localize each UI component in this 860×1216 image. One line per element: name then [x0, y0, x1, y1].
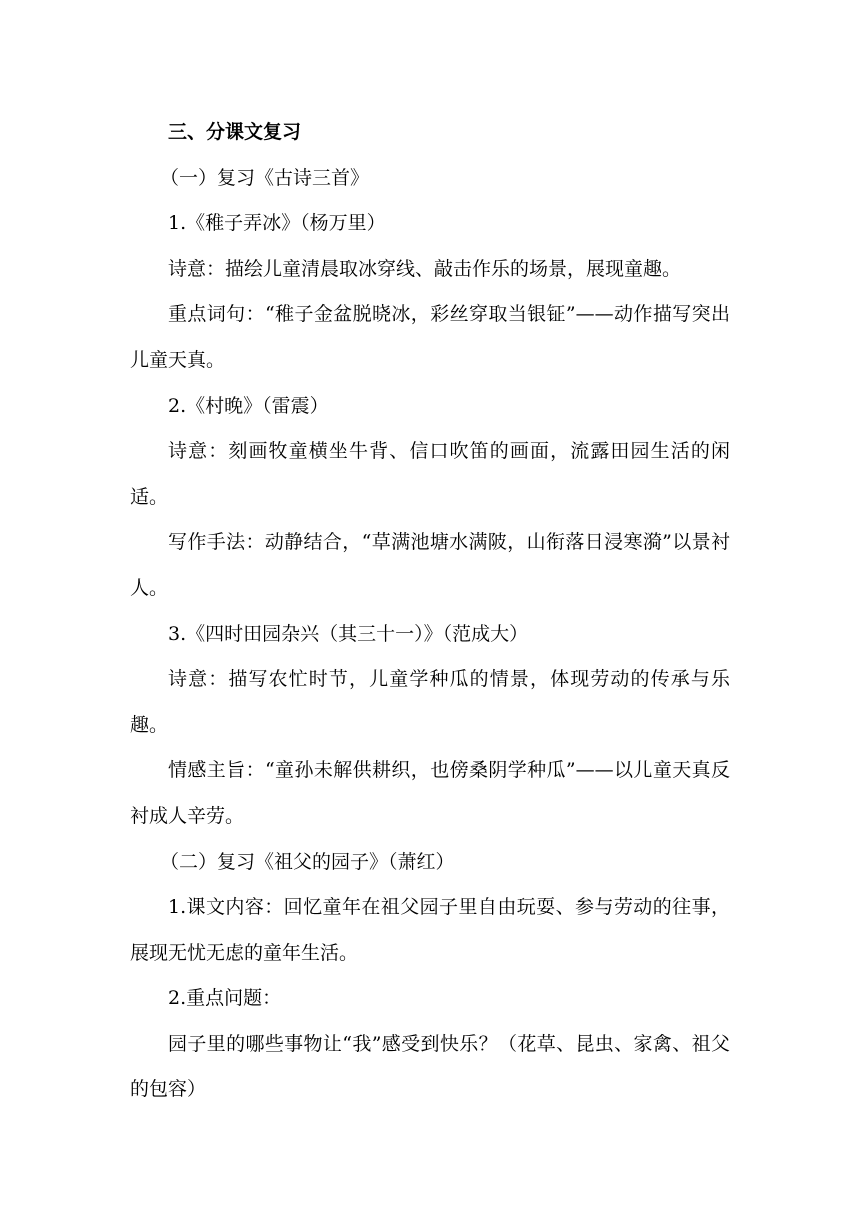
poem-title: 1.《稚子弄冰》（杨万里） [168, 212, 386, 235]
paragraph: 诗意：描绘儿童清晨取冰穿线、敲击作乐的场景，展现童趣。 [168, 257, 682, 280]
paragraph: 情感主旨：“童孙未解供耕织，也傍桑阴学种瓜”——以儿童天真反衬成人辛劳。 [130, 759, 730, 827]
paragraph: 写作手法：动静结合，“草满池塘水满陂，山衔落日浸寒漪”以景衬人。 [130, 531, 730, 599]
subsection-heading: （一）复习《古诗三首》 [160, 166, 370, 189]
paragraph: 1.课文内容：回忆童年在祖父园子里自由玩耍、参与劳动的往事，展现无忧无虑的童年生活。 [130, 896, 730, 964]
paragraph: 诗意：描写农忙时节，儿童学种瓜的情景，体现劳动的传承与乐趣。 [130, 668, 730, 736]
poem-title: 2.《村晚》（雷震） [168, 394, 329, 417]
subsection-heading: （二）复习《祖父的园子》（萧红） [160, 850, 455, 873]
section-heading: 三、分课文复习 [168, 121, 302, 143]
paragraph: 重点词句：“稚子金盆脱晓冰，彩丝穿取当银钲”——动作描写突出儿童天真。 [130, 303, 730, 371]
poem-title: 3.《四时田园杂兴（其三十一）》（范成大） [168, 622, 529, 645]
paragraph: 诗意：刻画牧童横坐牛背、信口吹笛的画面，流露田园生活的闲适。 [130, 440, 730, 508]
paragraph: 2.重点问题： [168, 987, 282, 1010]
document-body [130, 110, 730, 1113]
paragraph: 园子里的哪些事物让“我”感受到快乐？（花草、昆虫、家禽、祖父的包容） [130, 1032, 730, 1101]
